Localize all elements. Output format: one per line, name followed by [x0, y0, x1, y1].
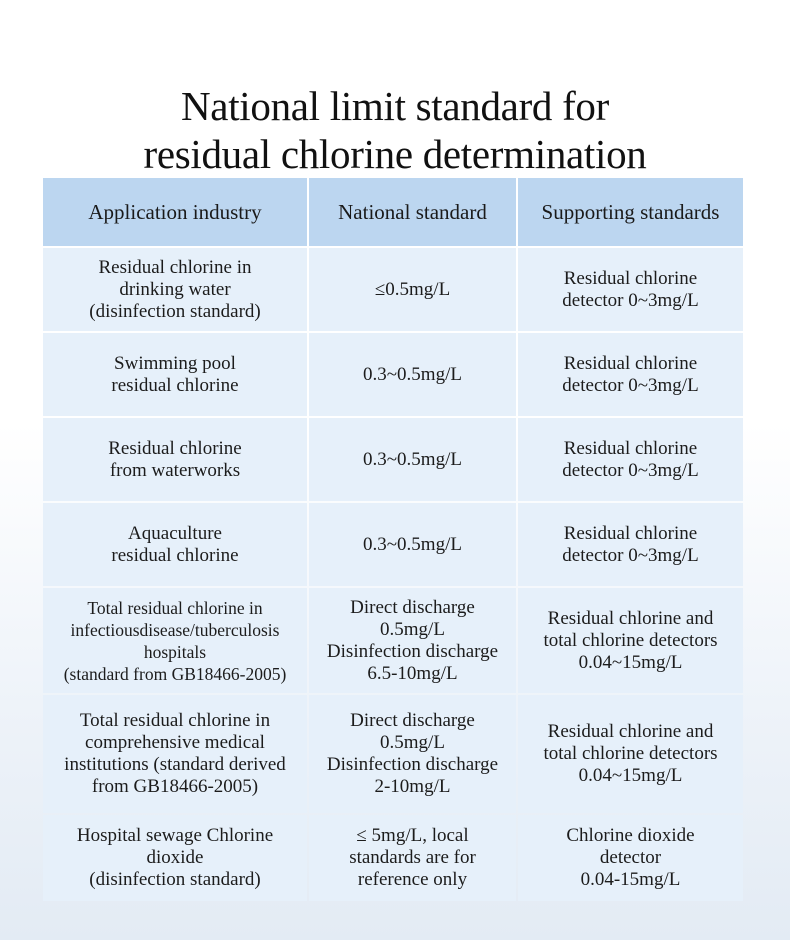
row-5-national-standard: Direct discharge 0.5mg/L Disinfection discharge 6.5-10mg/L	[309, 588, 516, 693]
row-6-supporting-standard: Residual chlorine and total chlorine detectors 0.04~15mg/L	[518, 695, 743, 813]
page-title	[0, 82, 790, 178]
row-7-industry: Hospital sewage Chlorine dioxide (disinfection standard)	[43, 815, 307, 901]
row-3-national-standard: 0.3~0.5mg/L	[309, 418, 516, 501]
row-6-industry: Total residual chlorine in comprehensive medical institutions (standard derived from GB18466-2005)	[43, 695, 307, 813]
row-4-supporting-standard: Residual chlorine detector 0~3mg/L	[518, 503, 743, 586]
row-6-national-standard: Direct discharge 0.5mg/L Disinfection discharge 2-10mg/L	[309, 695, 516, 813]
row-3-industry: Residual chlorine from waterworks	[43, 418, 307, 501]
row-1-supporting-standard: Residual chlorine detector 0~3mg/L	[518, 248, 743, 331]
page-title-line-1: National limit standard for	[181, 83, 609, 129]
row-5-supporting-standard: Residual chlorine and total chlorine detectors 0.04~15mg/L	[518, 588, 743, 693]
standards-table	[43, 178, 743, 901]
row-2-national-standard: 0.3~0.5mg/L	[309, 333, 516, 416]
row-1-national-standard: ≤0.5mg/L	[309, 248, 516, 331]
row-2-industry: Swimming pool residual chlorine	[43, 333, 307, 416]
header-application-industry: Application industry	[43, 178, 307, 246]
row-7-national-standard: ≤ 5mg/L, local standards are for reference only	[309, 815, 516, 901]
row-2-supporting-standard: Residual chlorine detector 0~3mg/L	[518, 333, 743, 416]
header-national-standard: National standard	[309, 178, 516, 246]
row-7-supporting-standard: Chlorine dioxide detector 0.04-15mg/L	[518, 815, 743, 901]
row-5-industry: Total residual chlorine in infectiousdisease/tuberculosis hospitals (standard from GB18466-2005)	[43, 588, 307, 693]
row-4-industry: Aquaculture residual chlorine	[43, 503, 307, 586]
row-4-national-standard: 0.3~0.5mg/L	[309, 503, 516, 586]
row-1-industry: Residual chlorine in drinking water (disinfection standard)	[43, 248, 307, 331]
header-supporting-standards: Supporting standards	[518, 178, 743, 246]
page-title-line-2: residual chlorine determination	[143, 131, 647, 177]
row-3-supporting-standard: Residual chlorine detector 0~3mg/L	[518, 418, 743, 501]
